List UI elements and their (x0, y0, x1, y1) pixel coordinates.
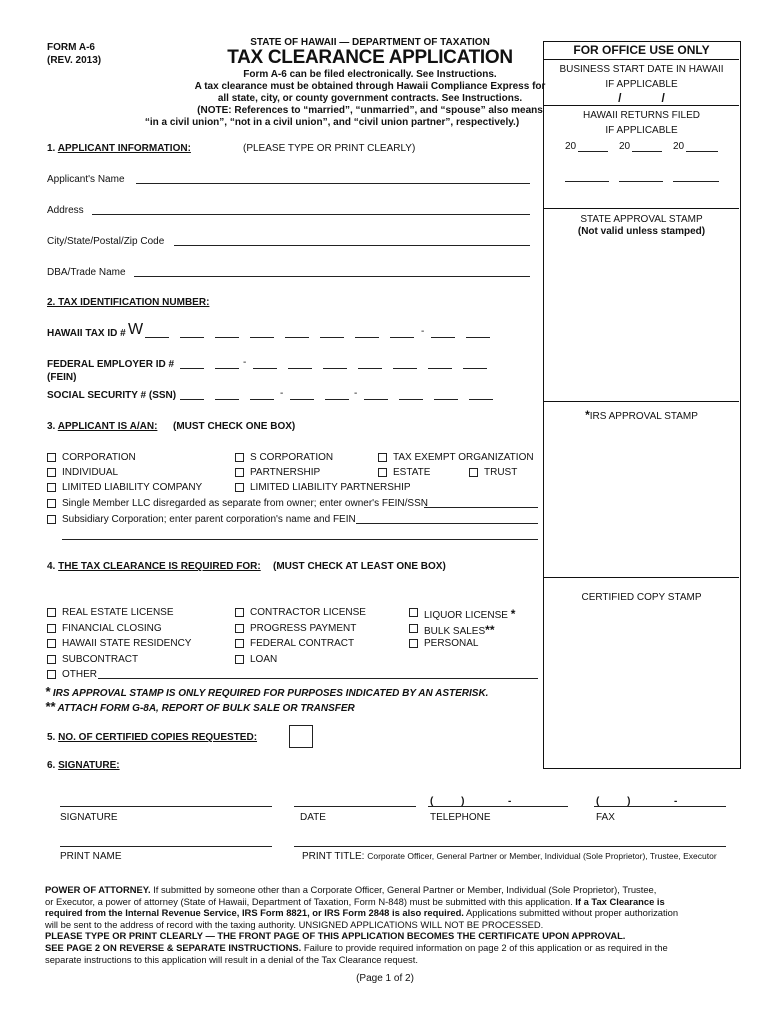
ssn-digit[interactable] (325, 399, 349, 400)
fein-digit[interactable] (253, 368, 277, 369)
liquor-license-label: LIQUOR LICENSE (424, 610, 508, 621)
section-6-title: SIGNATURE: (58, 760, 120, 771)
dash: - (674, 796, 678, 807)
subcontract-checkbox[interactable] (47, 655, 56, 664)
poa-text-2-bold: If a Tax Clearance is (575, 895, 665, 907)
city-label: City/State/Postal/Zip Code (47, 236, 165, 247)
dash: - (421, 326, 425, 337)
poa-text-5: PLEASE TYPE OR PRINT CLEARLY — THE FRONT PAGE OF THIS APPLICATION BECOMES THE CERTIFICATE UPON APPROVAL. (45, 930, 626, 942)
fein-digit[interactable] (463, 368, 487, 369)
page-number: (Page 1 of 2) (356, 973, 414, 984)
telephone-label: TELEPHONE (430, 812, 491, 823)
tax-id-digit[interactable] (431, 337, 455, 338)
poa-text-3: Applications submitted without proper authorization (463, 907, 679, 919)
tax-exempt-label: TAX EXEMPT ORGANIZATION (393, 452, 534, 463)
personal-label: PERSONAL (424, 638, 479, 649)
subcontract-label: SUBCONTRACT (62, 654, 139, 665)
date-label: DATE (300, 812, 326, 823)
poa-text-3-bold: required from the Internal Revenue Service, IRS Form 8821, or IRS Form 2848 is also required. (45, 907, 464, 919)
ssn-digit[interactable] (290, 399, 314, 400)
telephone-field[interactable] (428, 806, 568, 807)
federal-contract-label: FEDERAL CONTRACT (250, 638, 355, 649)
divider (544, 401, 739, 402)
address-field[interactable] (92, 214, 530, 215)
tax-exempt-checkbox[interactable] (378, 453, 387, 462)
poa-text-6: Failure to provide required information on page 2 of this application or as required in the (301, 941, 668, 953)
ssn-label: SOCIAL SECURITY # (SSN) (47, 390, 177, 401)
contractor-license-label: CONTRACTOR LICENSE (250, 607, 366, 618)
s-corporation-checkbox[interactable] (235, 453, 244, 462)
date-field[interactable] (294, 806, 416, 807)
year-prefix: 20 (619, 141, 631, 152)
corporation-checkbox[interactable] (47, 453, 56, 462)
bulk-sales-label: BULK SALES (424, 626, 486, 637)
section-3-title: APPLICANT IS A/AN: (57, 421, 158, 432)
fein-digit[interactable] (358, 368, 382, 369)
returns-field[interactable] (673, 181, 719, 182)
returns-field[interactable] (565, 181, 609, 182)
certified-copy-stamp-label: CERTIFIED COPY STAMP (581, 592, 702, 603)
parent-corp-field[interactable] (356, 523, 538, 524)
year-field[interactable] (686, 151, 718, 152)
fein-label: FEDERAL EMPLOYER ID # (47, 359, 175, 370)
parent-corp-field-continued[interactable] (62, 539, 538, 540)
section-1-title: APPLICANT INFORMATION: (57, 143, 191, 154)
llc-checkbox[interactable] (47, 483, 56, 492)
business-start-date-label: BUSINESS START DATE IN HAWAII (559, 64, 724, 75)
header-note-2: A tax clearance must be obtained through Hawaii Compliance Express for (194, 81, 546, 92)
subsidiary-label: Subsidiary Corporation; enter parent corporation's name and FEIN (62, 514, 356, 525)
signature-field[interactable] (60, 806, 272, 807)
other-field[interactable] (98, 678, 538, 679)
department-name: STATE OF HAWAII — DEPARTMENT OF TAXATION (250, 37, 490, 48)
real-estate-label: REAL ESTATE LICENSE (62, 607, 174, 618)
tax-id-digit[interactable] (215, 337, 239, 338)
progress-payment-label: PROGRESS PAYMENT (250, 623, 357, 634)
subsidiary-checkbox[interactable] (47, 515, 56, 524)
print-title-field[interactable] (294, 846, 726, 847)
poa-text-2: or Executor, a power of attorney (State of Hawaii, Department of Taxation, Form N-848) must be submitted with this application. (45, 895, 576, 907)
asterisk-mark: * (585, 408, 590, 422)
print-clearly-note: (PLEASE TYPE OR PRINT CLEARLY) (243, 143, 416, 154)
other-checkbox[interactable] (47, 670, 56, 679)
must-check-at-least-one-note: (MUST CHECK AT LEAST ONE BOX) (273, 561, 446, 572)
individual-checkbox[interactable] (47, 468, 56, 477)
tax-id-digit[interactable] (390, 337, 414, 338)
fein-digit[interactable] (323, 368, 347, 369)
tax-id-digit[interactable] (320, 337, 344, 338)
not-valid-note: (Not valid unless stamped) (577, 226, 706, 237)
fein-digit[interactable] (180, 368, 204, 369)
form-title: TAX CLEARANCE APPLICATION (227, 47, 513, 68)
bulk-sale-note: ATTACH FORM G-8A, REPORT OF BULK SALE OR TRANSFER (57, 703, 355, 714)
ssn-digit[interactable] (180, 399, 204, 400)
fein-abbrev: (FEIN) (47, 372, 77, 383)
header-note-4: (NOTE: References to “married”, “unmarried”, and “spouse” also means (197, 105, 543, 116)
divider (544, 59, 739, 60)
print-title-options: Corporate Officer, General Partner or Member, Individual (Sole Proprietor), Trustee, Executor (367, 851, 717, 861)
form-id: FORM A-6 (47, 42, 95, 53)
ssn-digit[interactable] (250, 399, 274, 400)
irs-approval-stamp-label: IRS APPROVAL STAMP (589, 411, 698, 422)
print-title-label: PRINT TITLE: (302, 851, 365, 862)
header-note-5: “in a civil union”, “not in a civil union”, and “civil union partner”, respectively.) (144, 117, 520, 128)
single-member-llc-checkbox[interactable] (47, 499, 56, 508)
ssn-digit[interactable] (469, 399, 493, 400)
poa-text-4: will be sent to the address of record with the taxing authority. UNSIGNED APPLICATIONS WILL NOT BE PROCESSED. (45, 918, 544, 930)
loan-label: LOAN (250, 654, 278, 665)
tax-id-digit[interactable] (180, 337, 204, 338)
fein-digit[interactable] (288, 368, 312, 369)
hawaii-tax-id-label: HAWAII TAX ID # (47, 328, 126, 339)
divider (544, 577, 739, 578)
financial-closing-checkbox[interactable] (47, 624, 56, 633)
asterisk-mark: * (45, 684, 51, 699)
dash: - (508, 796, 512, 807)
form-revision: (REV. 2013) (47, 55, 102, 66)
applicant-name-field[interactable] (136, 183, 530, 184)
section-5-title: NO. OF CERTIFIED COPIES REQUESTED: (58, 732, 258, 743)
estate-checkbox[interactable] (378, 468, 387, 477)
tax-id-digit[interactable] (285, 337, 309, 338)
partnership-checkbox[interactable] (235, 468, 244, 477)
asterisk-mark: * (510, 607, 516, 621)
ssn-digit[interactable] (215, 399, 239, 400)
poa-text-6-bold: SEE PAGE 2 ON REVERSE & SEPARATE INSTRUCTIONS. (45, 941, 302, 953)
tax-id-digit[interactable] (466, 337, 490, 338)
divider (544, 208, 739, 209)
fein-digit[interactable] (393, 368, 417, 369)
partnership-label: PARTNERSHIP (250, 467, 321, 478)
financial-closing-label: FINANCIAL CLOSING (62, 623, 162, 634)
individual-label: INDIVIDUAL (62, 467, 119, 478)
real-estate-checkbox[interactable] (47, 608, 56, 617)
header-note-1: Form A-6 can be filed electronically. See Instructions. (243, 69, 497, 80)
ssn-digit[interactable] (364, 399, 388, 400)
tax-id-digit[interactable] (145, 337, 169, 338)
double-asterisk-mark: ** (45, 699, 56, 714)
tax-id-digit[interactable] (355, 337, 379, 338)
section-5-number: 5. (47, 732, 56, 743)
returns-filed-label: HAWAII RETURNS FILED (582, 110, 701, 121)
llp-checkbox[interactable] (235, 483, 244, 492)
ssn-digit[interactable] (399, 399, 423, 400)
must-check-one-note: (MUST CHECK ONE BOX) (173, 421, 296, 432)
dba-field[interactable] (134, 276, 530, 277)
single-member-llc-label: Single Member LLC disregarded as separate from owner; enter owner's FEIN/SSN (62, 498, 428, 509)
state-approval-stamp-label: STATE APPROVAL STAMP (580, 214, 703, 225)
power-of-attorney-block (45, 884, 735, 965)
print-name-field[interactable] (60, 846, 272, 847)
progress-payment-checkbox[interactable] (235, 624, 244, 633)
dash: - (280, 388, 284, 399)
header-note-3: all state, city, or county government contracts. See Instructions. (217, 93, 523, 104)
federal-contract-checkbox[interactable] (235, 639, 244, 648)
llc-label: LIMITED LIABILITY COMPANY (62, 482, 203, 493)
fax-label: FAX (596, 812, 615, 823)
city-field[interactable] (174, 245, 530, 246)
dba-label: DBA/Trade Name (47, 267, 126, 278)
fax-field[interactable] (594, 806, 726, 807)
fein-digit[interactable] (215, 368, 239, 369)
divider (544, 105, 739, 106)
applicant-name-label: Applicant's Name (47, 174, 125, 185)
print-name-label: PRINT NAME (60, 851, 122, 862)
loan-checkbox[interactable] (235, 655, 244, 664)
llp-label: LIMITED LIABILITY PARTNERSHIP (250, 482, 411, 493)
date-slashes: / / (618, 91, 665, 105)
s-corporation-label: S CORPORATION (250, 452, 334, 463)
residency-checkbox[interactable] (47, 639, 56, 648)
poa-heading: POWER OF ATTORNEY. (45, 884, 151, 895)
section-4-number: 4. (47, 561, 56, 572)
if-applicable-label: IF APPLICABLE (605, 125, 678, 136)
signature-label: SIGNATURE (60, 812, 118, 823)
returns-field[interactable] (619, 181, 663, 182)
owner-fein-field[interactable] (424, 507, 538, 508)
estate-label: ESTATE (393, 467, 431, 478)
section-3-number: 3. (47, 421, 56, 432)
year-prefix: 20 (673, 141, 685, 152)
office-use-panel (543, 41, 741, 769)
contractor-license-checkbox[interactable] (235, 608, 244, 617)
personal-checkbox[interactable] (409, 639, 418, 648)
year-field[interactable] (578, 151, 608, 152)
year-prefix: 20 (565, 141, 577, 152)
poa-text-1: If submitted by someone other than a Corporate Officer, General Partner or Member, Individual (Sole Proprietor), Trustee, (150, 884, 657, 895)
ssn-digit[interactable] (434, 399, 458, 400)
bulk-sales-checkbox[interactable] (409, 624, 418, 633)
dash: - (243, 357, 247, 368)
corporation-label: CORPORATION (62, 452, 136, 463)
section-2-title: 2. TAX IDENTIFICATION NUMBER: (47, 297, 210, 308)
w-prefix: W (128, 321, 144, 338)
year-field[interactable] (632, 151, 662, 152)
tax-id-digit[interactable] (250, 337, 274, 338)
section-4-title: THE TAX CLEARANCE IS REQUIRED FOR: (58, 561, 261, 572)
irs-stamp-note: IRS APPROVAL STAMP IS ONLY REQUIRED FOR PURPOSES INDICATED BY AN ASTERISK. (52, 688, 489, 699)
double-asterisk-mark: ** (485, 623, 495, 637)
trust-checkbox[interactable] (469, 468, 478, 477)
certified-copies-input[interactable] (289, 725, 313, 748)
if-applicable-label: IF APPLICABLE (605, 79, 678, 90)
poa-text-7: separate instructions to this application will result in a denial of the Tax Clearance request. (45, 953, 418, 965)
other-label: OTHER (62, 669, 97, 680)
residency-label: HAWAII STATE RESIDENCY (62, 638, 192, 649)
telephone-area-code: ( ) (430, 796, 465, 807)
trust-label: TRUST (484, 467, 518, 478)
address-label: Address (47, 205, 84, 216)
section-6-number: 6. (47, 760, 56, 771)
dash: - (354, 388, 358, 399)
fax-area-code: ( ) (596, 796, 631, 807)
office-use-title: FOR OFFICE USE ONLY (573, 43, 710, 57)
liquor-license-checkbox[interactable] (409, 608, 418, 617)
section-1-number: 1. (47, 143, 56, 154)
fein-digit[interactable] (428, 368, 452, 369)
